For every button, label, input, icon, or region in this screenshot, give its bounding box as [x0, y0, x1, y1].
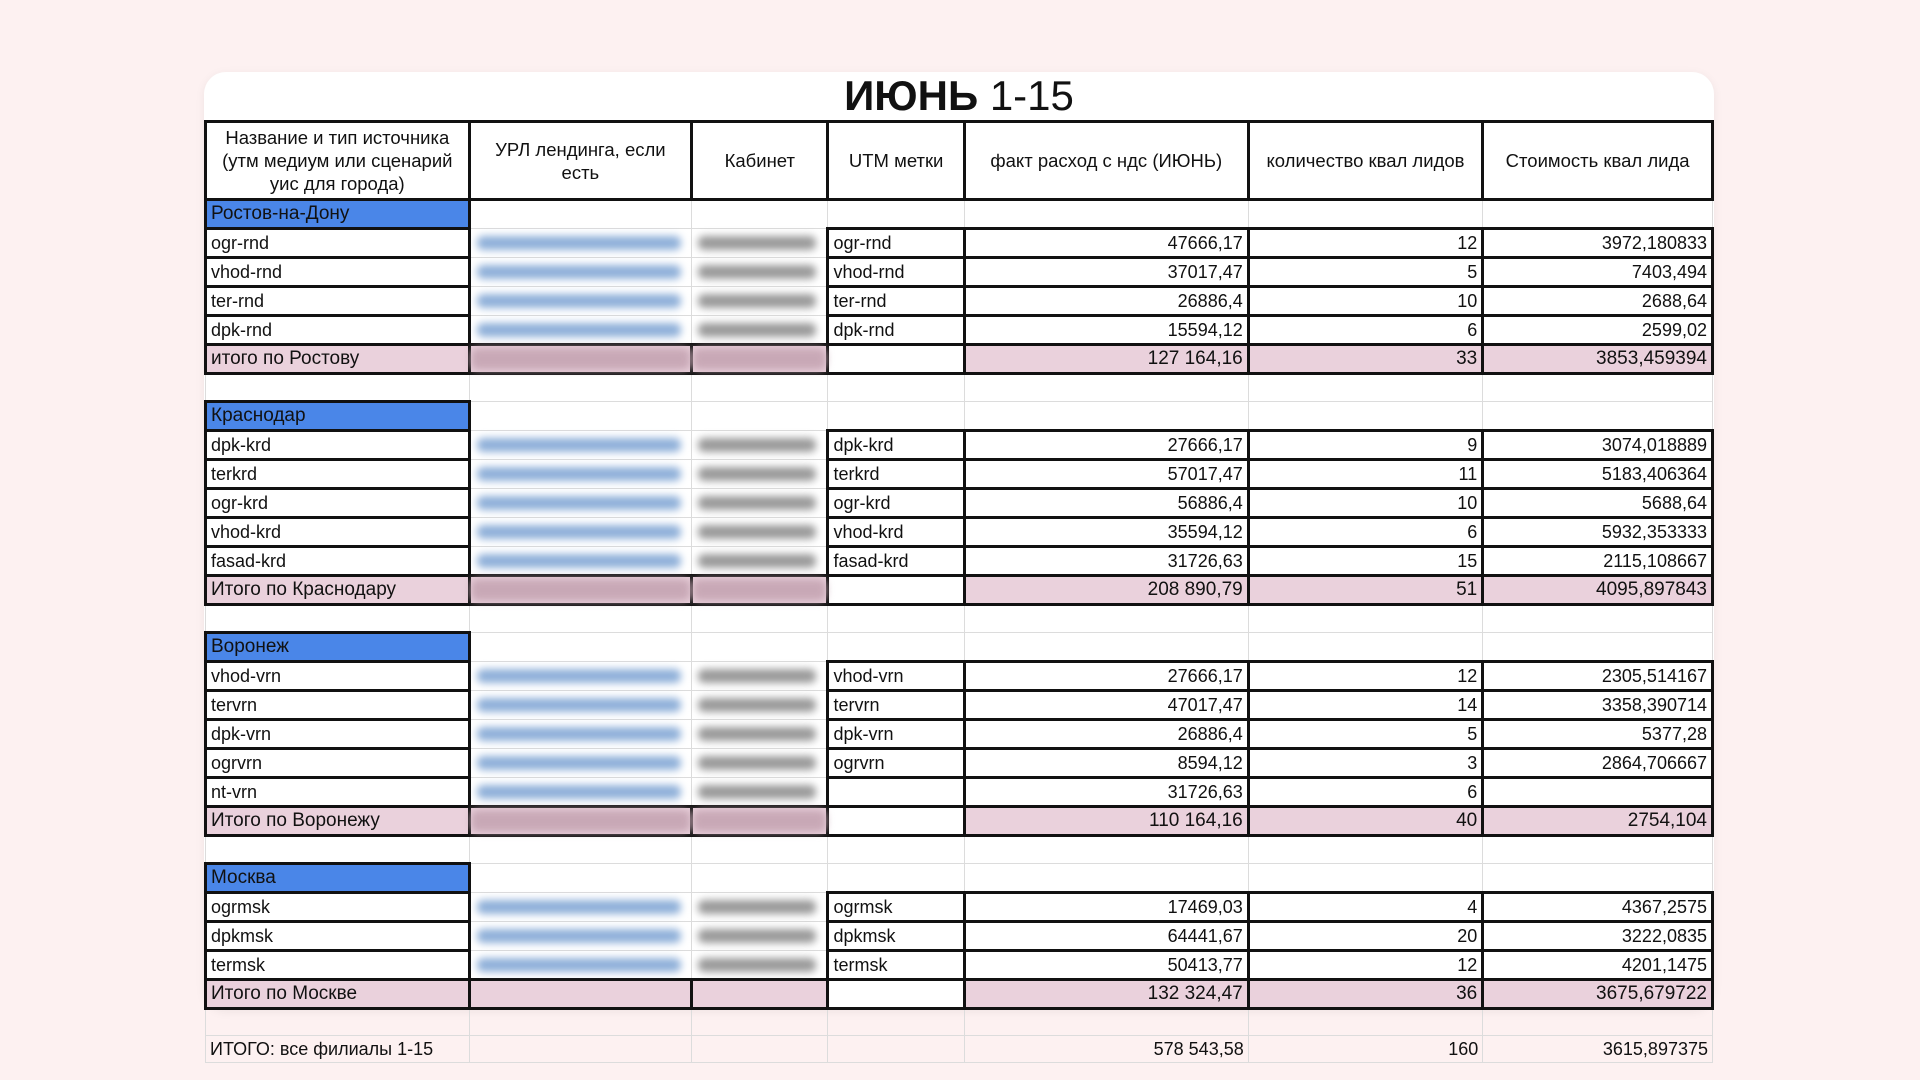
redacted-content [477, 323, 681, 337]
cabinet-cell[interactable] [692, 662, 828, 691]
redacted-content [477, 438, 681, 452]
table-row [206, 518, 1713, 547]
redacted-content [698, 785, 816, 799]
city-name-cell[interactable]: Ростов-на-Дону [206, 200, 470, 229]
cabinet-cell[interactable] [692, 922, 828, 951]
sheet-title-month: ИЮНЬ [844, 72, 979, 119]
source-cell[interactable]: vhod-rnd [206, 258, 470, 287]
redacted-content [477, 294, 681, 308]
source-cell[interactable]: terkrd [206, 460, 470, 489]
leads-cell[interactable]: 20 [1248, 922, 1483, 951]
utm-cell[interactable] [828, 807, 964, 836]
empty-cell[interactable] [964, 374, 1248, 402]
url-cell[interactable] [469, 576, 691, 605]
empty-cell[interactable] [828, 864, 964, 893]
total-label-cell[interactable]: итого по Ростову [206, 345, 470, 374]
url-cell[interactable] [469, 691, 691, 720]
url-cell[interactable] [469, 633, 691, 662]
spend-cell[interactable]: 15594,12 [964, 316, 1248, 345]
redacted-content [698, 496, 816, 510]
total-leads-cell[interactable]: 40 [1248, 807, 1483, 836]
source-cell[interactable]: dpk-krd [206, 431, 470, 460]
cabinet-cell[interactable] [692, 287, 828, 316]
redacted-content [698, 929, 816, 943]
leads-cell[interactable]: 9 [1248, 431, 1483, 460]
cost-cell[interactable]: 2599,02 [1483, 316, 1713, 345]
cabinet-cell[interactable] [692, 720, 828, 749]
table-row [206, 778, 1713, 807]
cost-cell[interactable]: 2305,514167 [1483, 662, 1713, 691]
utm-cell[interactable]: tervrn [828, 691, 964, 720]
utm-cell[interactable]: dpkmsk [828, 922, 964, 951]
utm-cell[interactable]: ogr-krd [828, 489, 964, 518]
redacted-content [477, 236, 681, 250]
table-row [206, 720, 1713, 749]
header-utm: UTM метки [828, 122, 964, 200]
redacted-content [693, 579, 826, 601]
empty-cell[interactable] [964, 200, 1248, 229]
cabinet-cell[interactable] [692, 489, 828, 518]
total-cost-cell[interactable]: 3853,459394 [1483, 345, 1713, 374]
cost-cell[interactable]: 2864,706667 [1483, 749, 1713, 778]
redacted-content [471, 348, 690, 370]
empty-cell[interactable] [1483, 402, 1713, 431]
url-cell[interactable] [469, 951, 691, 980]
empty-cell[interactable] [1483, 864, 1713, 893]
cabinet-cell[interactable] [692, 345, 828, 374]
empty-cell[interactable] [1248, 605, 1483, 633]
spend-cell[interactable]: 50413,77 [964, 951, 1248, 980]
spend-cell[interactable]: 56886,4 [964, 489, 1248, 518]
cabinet-cell[interactable] [692, 893, 828, 922]
utm-cell[interactable]: dpk-krd [828, 431, 964, 460]
empty-cell[interactable] [206, 836, 470, 864]
leads-cell[interactable]: 10 [1248, 287, 1483, 316]
url-cell[interactable] [469, 778, 691, 807]
cabinet-cell[interactable] [692, 807, 828, 836]
total-cost-cell[interactable]: 2754,104 [1483, 807, 1713, 836]
source-cell[interactable]: vhod-krd [206, 518, 470, 547]
redacted-content [477, 525, 681, 539]
leads-cell[interactable]: 4 [1248, 893, 1483, 922]
spend-cell[interactable]: 26886,4 [964, 720, 1248, 749]
empty-cell[interactable] [692, 836, 828, 864]
leads-cell[interactable]: 6 [1248, 778, 1483, 807]
total-label-cell[interactable]: Итого по Краснодару [206, 576, 470, 605]
redacted-content [477, 496, 681, 510]
url-cell[interactable] [469, 922, 691, 951]
empty-cell[interactable] [1248, 1009, 1483, 1036]
city-total-row [206, 980, 1713, 1009]
redacted-content [698, 438, 816, 452]
redacted-content [477, 756, 681, 770]
empty-cell[interactable] [828, 1009, 964, 1036]
redacted-content [477, 785, 681, 799]
utm-cell[interactable]: ogrmsk [828, 893, 964, 922]
city-total-row [206, 807, 1713, 836]
leads-cell[interactable]: 12 [1248, 229, 1483, 258]
grand-total-label-cell[interactable]: ИТОГО: все филиалы 1-15 [206, 1036, 470, 1063]
cabinet-cell[interactable] [692, 229, 828, 258]
redacted-content [698, 294, 816, 308]
utm-cell[interactable]: ogrvrn [828, 749, 964, 778]
url-cell[interactable] [469, 864, 691, 893]
utm-cell[interactable]: fasad-krd [828, 547, 964, 576]
city-name-cell[interactable]: Воронеж [206, 633, 470, 662]
grand-total-leads-cell[interactable]: 160 [1248, 1036, 1483, 1063]
total-spend-cell[interactable]: 208 890,79 [964, 576, 1248, 605]
city-name-cell[interactable]: Краснодар [206, 402, 470, 431]
redacted-content [471, 579, 690, 601]
redacted-content [477, 929, 681, 943]
redacted-content [698, 525, 816, 539]
empty-cell[interactable] [828, 633, 964, 662]
empty-cell[interactable] [828, 836, 964, 864]
redacted-content [698, 958, 816, 972]
source-cell[interactable]: fasad-krd [206, 547, 470, 576]
url-cell[interactable] [469, 662, 691, 691]
spend-cell[interactable]: 31726,63 [964, 547, 1248, 576]
empty-cell[interactable] [469, 836, 691, 864]
cabinet-cell[interactable] [692, 951, 828, 980]
empty-cell[interactable] [964, 836, 1248, 864]
table-row [206, 547, 1713, 576]
empty-cell[interactable] [1483, 605, 1713, 633]
redacted-content [693, 810, 826, 832]
cabinet-cell[interactable] [692, 633, 828, 662]
total-leads-cell[interactable]: 51 [1248, 576, 1483, 605]
url-cell[interactable] [469, 547, 691, 576]
grand-total-cost-cell[interactable]: 3615,897375 [1483, 1036, 1713, 1063]
empty-cell[interactable] [1248, 864, 1483, 893]
cabinet-cell[interactable] [692, 778, 828, 807]
total-label-cell[interactable]: Итого по Москве [206, 980, 470, 1009]
redacted-content [477, 265, 681, 279]
empty-cell[interactable] [469, 1009, 691, 1036]
source-cell[interactable]: tervrn [206, 691, 470, 720]
redacted-content [698, 756, 816, 770]
empty-cell[interactable] [469, 374, 691, 402]
cabinet-cell[interactable] [692, 460, 828, 489]
empty-cell[interactable] [1248, 633, 1483, 662]
table-row [206, 749, 1713, 778]
redacted-content [698, 554, 816, 568]
cost-cell[interactable]: 7403,494 [1483, 258, 1713, 287]
utm-cell[interactable] [828, 345, 964, 374]
leads-cell[interactable]: 6 [1248, 316, 1483, 345]
table-row [206, 287, 1713, 316]
spend-cell[interactable]: 35594,12 [964, 518, 1248, 547]
empty-cell[interactable] [828, 1036, 964, 1063]
utm-cell[interactable]: vhod-krd [828, 518, 964, 547]
spacer-row [206, 374, 1713, 402]
utm-cell[interactable]: dpk-vrn [828, 720, 964, 749]
url-cell[interactable] [469, 345, 691, 374]
cabinet-cell[interactable] [692, 431, 828, 460]
spend-cell[interactable]: 27666,17 [964, 662, 1248, 691]
cost-cell[interactable]: 2688,64 [1483, 287, 1713, 316]
empty-cell[interactable] [1483, 633, 1713, 662]
url-cell[interactable] [469, 749, 691, 778]
table-row [206, 691, 1713, 720]
url-cell[interactable] [469, 893, 691, 922]
grand-total-row [206, 1036, 1713, 1063]
url-cell[interactable] [469, 402, 691, 431]
city-total-row [206, 576, 1713, 605]
header-leads: количество квал лидов [1248, 122, 1483, 200]
empty-cell[interactable] [692, 374, 828, 402]
redacted-content [477, 554, 681, 568]
city-header-row [206, 864, 1713, 893]
utm-cell[interactable]: vhod-vrn [828, 662, 964, 691]
spacer-row [206, 605, 1713, 633]
empty-cell[interactable] [206, 605, 470, 633]
table-row [206, 662, 1713, 691]
redacted-content [698, 900, 816, 914]
city-header-row [206, 402, 1713, 431]
table-row [206, 489, 1713, 518]
url-cell[interactable] [469, 807, 691, 836]
header-spend: факт расход с ндс (ИЮНЬ) [964, 122, 1248, 200]
cabinet-cell[interactable] [692, 691, 828, 720]
cost-cell[interactable]: 5377,28 [1483, 720, 1713, 749]
url-cell[interactable] [469, 200, 691, 229]
spend-cell[interactable]: 47017,47 [964, 691, 1248, 720]
redacted-content [698, 467, 816, 481]
table-row [206, 431, 1713, 460]
redacted-content [477, 698, 681, 712]
redacted-content [471, 810, 690, 832]
spend-cell[interactable]: 37017,47 [964, 258, 1248, 287]
empty-cell[interactable] [828, 374, 964, 402]
redacted-content [477, 900, 681, 914]
empty-cell[interactable] [964, 864, 1248, 893]
empty-cell[interactable] [692, 1036, 828, 1063]
cost-cell[interactable]: 2115,108667 [1483, 547, 1713, 576]
url-cell[interactable] [469, 431, 691, 460]
leads-cell[interactable]: 6 [1248, 518, 1483, 547]
cabinet-cell[interactable] [692, 518, 828, 547]
redacted-content [477, 669, 681, 683]
url-cell[interactable] [469, 316, 691, 345]
utm-cell[interactable]: termsk [828, 951, 964, 980]
total-cost-cell[interactable]: 4095,897843 [1483, 576, 1713, 605]
spacer-row [206, 1009, 1713, 1036]
header-row [206, 122, 1713, 200]
empty-cell[interactable] [1248, 200, 1483, 229]
source-cell[interactable]: nt-vrn [206, 778, 470, 807]
empty-cell[interactable] [964, 1009, 1248, 1036]
utm-cell[interactable] [828, 980, 964, 1009]
spend-cell[interactable]: 17469,03 [964, 893, 1248, 922]
redacted-content [698, 265, 816, 279]
redacted-content [477, 727, 681, 741]
table-row [206, 460, 1713, 489]
leads-cell[interactable]: 5 [1248, 258, 1483, 287]
cost-cell[interactable]: 5932,353333 [1483, 518, 1713, 547]
source-cell[interactable]: ogr-krd [206, 489, 470, 518]
leads-cell[interactable]: 3 [1248, 749, 1483, 778]
utm-cell[interactable] [828, 576, 964, 605]
source-cell[interactable]: dpk-vrn [206, 720, 470, 749]
source-cell[interactable]: termsk [206, 951, 470, 980]
spend-cell[interactable]: 27666,17 [964, 431, 1248, 460]
source-cell[interactable]: dpkmsk [206, 922, 470, 951]
cost-cell[interactable]: 3972,180833 [1483, 229, 1713, 258]
redacted-content [698, 236, 816, 250]
cabinet-cell[interactable] [692, 547, 828, 576]
empty-cell[interactable] [1483, 1009, 1713, 1036]
redacted-content [477, 958, 681, 972]
empty-cell[interactable] [964, 402, 1248, 431]
total-label-cell[interactable]: Итого по Воронежу [206, 807, 470, 836]
leads-cell[interactable]: 14 [1248, 691, 1483, 720]
total-spend-cell[interactable]: 132 324,47 [964, 980, 1248, 1009]
empty-cell[interactable] [1483, 200, 1713, 229]
cost-cell[interactable] [1483, 778, 1713, 807]
redacted-content [698, 727, 816, 741]
empty-cell[interactable] [964, 633, 1248, 662]
url-cell[interactable] [469, 460, 691, 489]
table-row [206, 229, 1713, 258]
empty-cell[interactable] [1248, 402, 1483, 431]
cabinet-cell[interactable] [692, 864, 828, 893]
total-leads-cell[interactable]: 36 [1248, 980, 1483, 1009]
url-cell[interactable] [469, 258, 691, 287]
empty-cell[interactable] [1483, 374, 1713, 402]
cost-cell[interactable]: 5183,406364 [1483, 460, 1713, 489]
total-spend-cell[interactable]: 110 164,16 [964, 807, 1248, 836]
cabinet-cell[interactable] [692, 402, 828, 431]
total-spend-cell[interactable]: 127 164,16 [964, 345, 1248, 374]
spend-cell[interactable]: 26886,4 [964, 287, 1248, 316]
header-cost: Стоимость квал лида [1483, 122, 1713, 200]
spacer-row [206, 836, 1713, 864]
cost-cell[interactable]: 3222,0835 [1483, 922, 1713, 951]
url-cell[interactable] [469, 518, 691, 547]
cost-cell[interactable]: 3358,390714 [1483, 691, 1713, 720]
source-cell[interactable]: ogrmsk [206, 893, 470, 922]
leads-cell[interactable]: 10 [1248, 489, 1483, 518]
empty-cell[interactable] [828, 200, 964, 229]
grand-total-spend-cell[interactable]: 578 543,58 [964, 1036, 1248, 1063]
utm-cell[interactable] [828, 778, 964, 807]
url-cell[interactable] [469, 287, 691, 316]
utm-cell[interactable]: terkrd [828, 460, 964, 489]
table-row [206, 951, 1713, 980]
spreadsheet-card [204, 72, 1714, 1059]
url-cell[interactable] [469, 229, 691, 258]
table-row [206, 258, 1713, 287]
cabinet-cell[interactable] [692, 200, 828, 229]
spend-cell[interactable]: 47666,17 [964, 229, 1248, 258]
source-cell[interactable]: vhod-vrn [206, 662, 470, 691]
cabinet-cell[interactable] [692, 576, 828, 605]
url-cell[interactable] [469, 980, 691, 1009]
leads-cell[interactable]: 5 [1248, 720, 1483, 749]
source-cell[interactable]: dpk-rnd [206, 316, 470, 345]
spend-cell[interactable]: 57017,47 [964, 460, 1248, 489]
empty-cell[interactable] [206, 1009, 470, 1036]
empty-cell[interactable] [206, 374, 470, 402]
url-cell[interactable] [469, 489, 691, 518]
leads-cell[interactable]: 15 [1248, 547, 1483, 576]
empty-cell[interactable] [1248, 374, 1483, 402]
cabinet-cell[interactable] [692, 749, 828, 778]
cabinet-cell[interactable] [692, 980, 828, 1009]
table-row [206, 893, 1713, 922]
utm-cell[interactable]: ter-rnd [828, 287, 964, 316]
empty-cell[interactable] [828, 605, 964, 633]
header-source: Название и тип источника (утм медиум или сценарий уис для города) [206, 122, 470, 200]
sheet-title-range: 1-15 [989, 72, 1074, 119]
city-header-row [206, 200, 1713, 229]
city-header-row [206, 633, 1713, 662]
redacted-content [698, 669, 816, 683]
utm-cell[interactable]: dpk-rnd [828, 316, 964, 345]
redacted-content [698, 698, 816, 712]
leads-cell[interactable]: 11 [1248, 460, 1483, 489]
url-cell[interactable] [469, 720, 691, 749]
city-name-cell[interactable]: Москва [206, 864, 470, 893]
empty-cell[interactable] [692, 605, 828, 633]
redacted-content [693, 348, 826, 370]
empty-cell[interactable] [828, 402, 964, 431]
table-row [206, 922, 1713, 951]
empty-cell[interactable] [1483, 836, 1713, 864]
leads-cell[interactable]: 12 [1248, 951, 1483, 980]
cabinet-cell[interactable] [692, 258, 828, 287]
empty-cell[interactable] [964, 605, 1248, 633]
table-row [206, 316, 1713, 345]
empty-cell[interactable] [692, 1009, 828, 1036]
empty-cell[interactable] [469, 605, 691, 633]
report-table [204, 120, 1714, 1063]
leads-cell[interactable]: 12 [1248, 662, 1483, 691]
city-total-row [206, 345, 1713, 374]
utm-cell[interactable]: vhod-rnd [828, 258, 964, 287]
source-cell[interactable]: ogr-rnd [206, 229, 470, 258]
empty-cell[interactable] [469, 1036, 691, 1063]
total-cost-cell[interactable]: 3675,679722 [1483, 980, 1713, 1009]
spend-cell[interactable]: 8594,12 [964, 749, 1248, 778]
cost-cell[interactable]: 5688,64 [1483, 489, 1713, 518]
cost-cell[interactable]: 3074,018889 [1483, 431, 1713, 460]
cost-cell[interactable]: 4367,2575 [1483, 893, 1713, 922]
redacted-content [477, 467, 681, 481]
total-leads-cell[interactable]: 33 [1248, 345, 1483, 374]
header-url: УРЛ лендинга, если есть [469, 122, 691, 200]
source-cell[interactable]: ogrvrn [206, 749, 470, 778]
spend-cell[interactable]: 31726,63 [964, 778, 1248, 807]
utm-cell[interactable]: ogr-rnd [828, 229, 964, 258]
header-cabinet: Кабинет [692, 122, 828, 200]
cabinet-cell[interactable] [692, 316, 828, 345]
spend-cell[interactable]: 64441,67 [964, 922, 1248, 951]
empty-cell[interactable] [1248, 836, 1483, 864]
source-cell[interactable]: ter-rnd [206, 287, 470, 316]
cost-cell[interactable]: 4201,1475 [1483, 951, 1713, 980]
redacted-content [698, 323, 816, 337]
sheet-title [204, 72, 1714, 120]
